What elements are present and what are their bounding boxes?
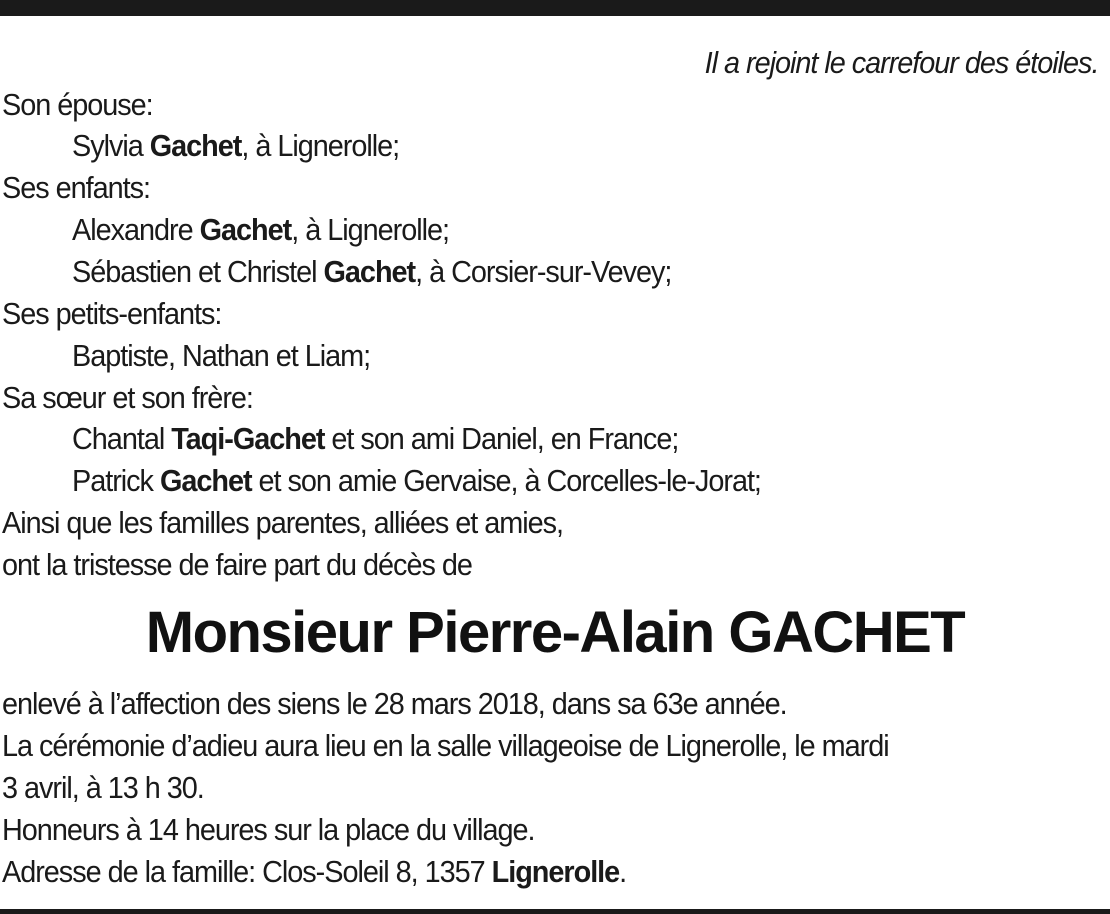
- announce-line: ont la tristesse de faire part du décès de: [2, 547, 472, 582]
- families-line: Ainsi que les familles parentes, alliées et amies,: [2, 505, 563, 540]
- deceased-name: Monsieur Pierre-Alain GACHET: [145, 600, 965, 665]
- address-locality: Lignerolle: [491, 854, 620, 889]
- children-heading: Ses enfants:: [2, 170, 151, 205]
- grandchildren-entry: Baptiste, Nathan et Liam;: [72, 338, 371, 373]
- honours-line: Honneurs à 14 heures sur la place du village.: [2, 812, 535, 847]
- sibling-entry-2: Patrick Gachet et son amie Gervaise, à Corcelles-le-Jorat;: [72, 463, 761, 498]
- spouse-entry: Sylvia Gachet, à Lignerolle;: [72, 128, 400, 163]
- siblings-heading: Sa sœur et son frère:: [2, 380, 253, 415]
- child-entry-1: Alexandre Gachet, à Lignerolle;: [72, 212, 449, 247]
- surname: Gachet: [323, 254, 416, 289]
- surname: Gachet: [149, 128, 242, 163]
- surname: Gachet: [199, 212, 292, 247]
- bottom-rule: [0, 909, 1110, 914]
- sibling-entry-1: Chantal Taqi-Gachet et son ami Daniel, en France;: [72, 421, 679, 456]
- ceremony-line-2: 3 avril, à 13 h 30.: [2, 770, 204, 805]
- ceremony-line-1: La cérémonie d’adieu aura lieu en la salle villageoise de Lignerolle, le mardi: [2, 728, 889, 763]
- surname: Gachet: [159, 463, 252, 498]
- child-entry-2: Sébastien et Christel Gachet, à Corsier-sur-Vevey;: [72, 254, 672, 289]
- death-line: enlevé à l’affection des siens le 28 mars 2018, dans sa 63e année.: [2, 686, 787, 721]
- grandchildren-heading: Ses petits-enfants:: [2, 296, 222, 331]
- top-rule: [0, 0, 1110, 16]
- surname: Taqi-Gachet: [171, 421, 325, 456]
- family-address: Adresse de la famille: Clos-Soleil 8, 1357 Lignerolle.: [2, 854, 627, 889]
- spouse-heading: Son épouse:: [2, 87, 153, 122]
- epigraph: Il a rejoint le carrefour des étoiles.: [704, 45, 1098, 80]
